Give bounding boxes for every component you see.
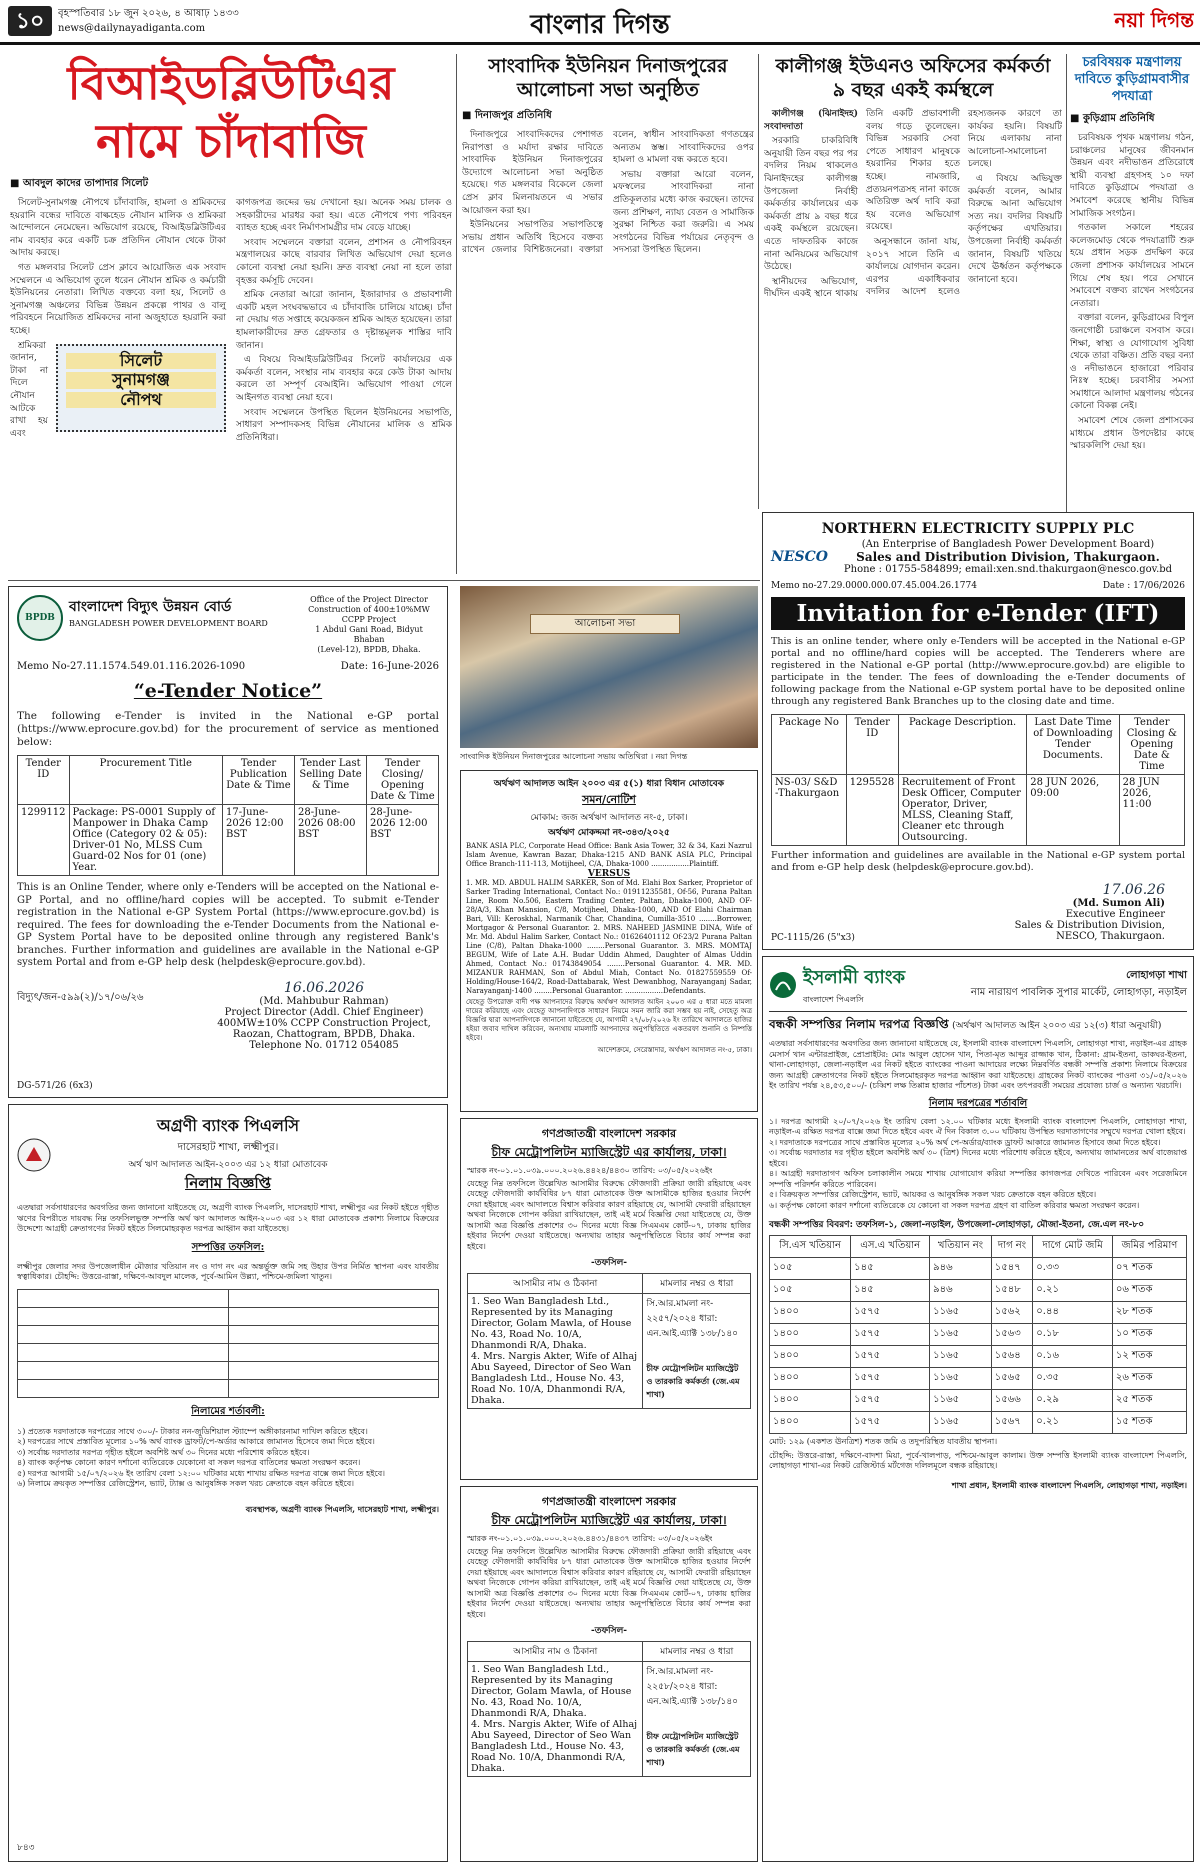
agrani-bank-logo-icon — [17, 1138, 51, 1172]
agrani-condition-text: সর্বোচ্চ দরদাতার দরপত্র গৃহীত হইলে অবশিষ্ট অর্থ ৩০ দিনের মধ্যে পরিশোধ করিতে হইবে। — [27, 1447, 310, 1457]
nesco-title: Invitation for e-Tender (IFT) — [771, 597, 1185, 630]
table-row — [468, 1294, 751, 1409]
bpdb-office-line: (Level-12), BPDB, Dhaka. — [317, 645, 421, 654]
kurigram-para: বক্তারা বলেন, কুড়িগ্রামের বিপুল জনগোষ্ঠী চরাঞ্চলে বসবাস করে। শিক্ষা, স্বাস্থ্য ও যোগাযোগ সুবিধা থেকে তারা বঞ্চিত। প্রতি বছর বন্যা ও নদীভাঙনে হাজারো পরিবার নিঃস্ব হচ্ছে। চরবাসীর সমস্যা সমাধানে আলাদা মন্ত্রণালয় গঠনের কোনো বিকল্প নেই। — [1070, 313, 1194, 412]
table-cell — [228, 1361, 439, 1379]
dinajpur-byline: ■ দিনাজপুর প্রতিনিধি — [462, 110, 552, 121]
agrani-condition: ৪) ব্যাংক কর্তৃপক্ষ কোনো কারণ দর্শানো ব্যতিরেকে যেকোনো বা সকল দরপত্র বাতিলের ক্ষমতা সংরক্ষণ করেন। — [17, 1458, 361, 1467]
agrani-condition-text: ব্যাংক কর্তৃপক্ষ কোনো কারণ দর্শানো ব্যতিরেকে যেকোনো বা সকল দরপত্র বাতিলের ক্ষমতা সংরক্ষণ করেন। — [27, 1458, 361, 1467]
table-row — [18, 1343, 439, 1361]
islami-intro: এতদ্বারা সর্বসাধারণের অবগতির জন্য জানানো যাইতেছে যে, ইসলামী ব্যাংক বাংলাদেশ পিএলসি, লোহাগড়া শাখা, নড়াইল-এর গ্রাহক মেসার্স খান এন্টারপ্রাইজ, প্রোপ্রাইটর: মোঃ আবুল হোসেন খান, পিতা-মৃত আব্দুর রাজ্জাক খান, ঠিকানা: গ্রাম-ইতনা, ডাকঘর-ইতনা, থানা-লোহাগড়া, জেলা-নড়াইল এর নিকট হইতে ব্যাংকের পাওনা আদায়ের লক্ষ্যে নিম্নবর্ণিত বন্ধকী সম্পত্তি প্রকাশ্য নিলামে বিক্রয়ের জন্য আগ্রহী ক্রেতাগণের নিকট হইতে সিলমোহরকৃত দরপত্র আহ্বান করা যাইতেছে। গ্রাহকের নিকট ব্যাংকের পাওনা ৩১/০৫/২০২৬ ইং তারিখ পর্যন্ত ২৪,৫৩,৫০০/- (চব্বিশ লক্ষ তিপ্পান্ন হাজার পাঁচশত) টাকা এবং তৎপরবর্তী সময়ের প্রযোজ্য চার্জ ও অন্যান্য খরচাদি। — [769, 1039, 1187, 1090]
agrani-bank-auction-ad — [8, 1104, 448, 1862]
court2-office: চীফ মেট্রোপলিটন ম্যাজিস্ট্রেট এর কার্যালয়, ঢাকা। — [491, 1145, 727, 1159]
bpdb-org: বাংলাদেশ বিদ্যুৎ উন্নয়ন বোর্ড — [69, 599, 232, 615]
table-cell: ১১৬৫ — [930, 1412, 992, 1434]
agrani-condition: ২) দরপত্রের সাথে প্রস্তাবিত মূল্যের ১০% অর্থ ব্যাংক ড্রাফট/পে-অর্ডার আকারে জামানত হিসেবে জমা দিতে হইবে। — [17, 1437, 375, 1446]
dinajpur-story — [462, 54, 754, 574]
table-cell: ১১৬৫ — [930, 1302, 992, 1324]
bpdb-dg: DG-571/26 (6x3) — [17, 1081, 93, 1091]
islami-condition: ৪। আগ্রহী দরদাতাগণ অফিস চলাকালীন সময়ে শাখায় যোগাযোগ করিয়া সম্পত্তির কাগজপত্র দেখিতে পারিবেন এবং সরেজমিনে সম্পত্তি পরিদর্শন করিতে পারিবেন। — [769, 1169, 1187, 1189]
islami-title-note: (অর্থঋণ আদালত আইন ২০০৩ এর ১২(৩) ধারা অনুযায়ী) — [952, 1021, 1162, 1031]
table-row — [468, 1662, 751, 1777]
table-row — [772, 775, 1185, 846]
table-cell: ০৭ শতক — [1112, 1258, 1186, 1280]
kaliganj-para: অনুসন্ধানে জানা যায়, ২০১৭ সালে তিনি এ কার্যালয়ে যোগদান করেন। এরপর একাধিকবার বদলির আদেশ হলেও রহস্যজনক কারণে তা কার্যকর হয়নি। বিষয়টি নিয়ে এলাকায় নানা আলোচনা-সমালোচনা চলছে। — [866, 109, 1062, 298]
islami-bank-auction-ad — [762, 956, 1194, 1862]
table-cell: 1. Seo Wan Bangladesh Ltd., Represented by its Managing Director, Golam Mawla, of House No. 43, Road No. 10/A, Dhanmondi R/A, Dhaka. 4. Mrs. Nargis Akter, Wife of Alhaj Abu Sayeed, Director of Seo Wan Bangladesh Ltd., House No. 43, Road No. 10/A, Dhanmondi R/A, Dhaka. — [468, 1662, 643, 1777]
dinajpur-byline-text: দিনাজপুর প্রতিনিধি — [474, 110, 552, 121]
table-cell: ১৫৭৫ — [851, 1302, 930, 1324]
agrani-condition: ৬) নিলামে ক্রয়কৃত সম্পত্তির রেজিস্ট্রেশন, ভ্যাট, ট্যাক্স ও আনুষঙ্গিক সকল খরচ ক্রেতাকে বহন করিতে হইবে। — [17, 1479, 355, 1488]
table-cell: ১৪৫ — [851, 1258, 930, 1280]
agrani-condition: ১) প্রত্যেক দরদাতাকে দরপত্রের সাথে ৩০০/- টাকার নন-জুডিশিয়াল স্ট্যাম্পে অঙ্গীকারনামা দাখিল করিতে হইবে। — [17, 1426, 368, 1436]
court1-plaintiff: BANK ASIA PLC, Corporate Head Office: Bank Asia Tower, 32 & 34, Kazi Nazrul Islam Avenue, Kawran Bazar, Dhaka-1215 AND BANK ASIA PLC, Principal Office Branch-111-113, Motijheel, C/A, Dhaka-1000 .................Plaintiff. — [466, 842, 752, 868]
kurigram-headline: চরবিষয়ক মন্ত্রণালয় দাবিতে কুড়িগ্রামবাসীর পদযাত্রা — [1074, 55, 1190, 104]
islami-bank-logo-icon — [769, 971, 797, 999]
islami-branch: লোহাগড়া শাখা — [1126, 970, 1187, 981]
table-header: খতিয়ান নং — [930, 1236, 992, 1258]
court1-sub: সমন/নোটিশ — [582, 793, 636, 806]
column-divider — [758, 54, 759, 509]
bpdb-footer: This is an Online Tender, where only e-Tenders will be accepted on the National e-GP Portal, and no offline/hard copies will be accepted. To submit e-Tender registration in the National e-GP System Portal (https://www.eprocure.gov.bd) is required. The fees for downloading the e-Tender Documents from the National e-GP System Portal have to be deposited online through any registered Bank's branches. Further information and guidelines are available in the National e-GP system Portal and from e-GP help desk (helpdesk@eprocure.gov.bd). — [17, 882, 439, 968]
kurigram-byline: ■ কুড়িগ্রাম প্রতিনিধি — [1070, 113, 1155, 124]
table-cell: ২৮ শতক — [1112, 1302, 1186, 1324]
agrani-act: অর্থ ঋণ আদালত আইন-২০০৩ এর ১২ ধারা মোতাবেক — [128, 1160, 328, 1170]
kaliganj-para: স্থানীয়দের অভিযোগ, দীর্ঘদিন একই স্থানে থাকায় তিনি একটি প্রভাবশালী বলয় গড়ে তুলেছেন। বিভিন্ন সরকারি সেবা পেতে সাধারণ মানুষকে হয়রানির শিকার হতে হচ্ছে। নামজারি, প্রত্যয়নপত্রসহ নানা কাজে অতিরিক্ত অর্থ দাবি করা হয় বলেও অভিযোগ রয়েছে। — [764, 109, 960, 300]
agrani-ref: ৮৪৩ — [17, 1843, 35, 1853]
table-cell: ১৫ শতক — [1112, 1412, 1186, 1434]
table-cell: ১১৬৫ — [930, 1324, 992, 1346]
agrani-branch: দাসেরহাট শাখা, লক্ষ্মীপুর। — [177, 1142, 279, 1153]
table-cell: ০.২১ — [1033, 1280, 1113, 1302]
lead-para: গত মঙ্গলবার সিলেট প্রেস ক্লাবে আয়োজিত এক সংবাদ সম্মেলনে এ অভিযোগ তুলে ধরেন নৌযান শ্রমিক ও কর্মচারী ইউনিয়নের নেতারা। লিখিত বক্তব্যে বলা হয়, সিলেট ও সুনামগঞ্জ অঞ্চলের বিভিন্ন উন্নয়ন প্রকল্পে পাথর ও বালু পরিবহনে নিয়োজিত শ্রমিকদের নানা অজুহাতে হয়রানি করা হচ্ছে। — [10, 262, 226, 336]
court1-body: যেহেতু উপরোক্ত বাদী পক্ষ আপনাদের বিরুদ্ধে অর্থঋণ আদালত আইন ২০০৩ এর ৫ ধারা মতে মামলা দায়ের করিয়াছে এবং যেহেতু আপনাদিগকে সাধারণ নিয়মে সমন জারি করা সম্ভব হয় নাই, সেহেতু অত্র বিজ্ঞপ্তি দ্বারা আপনাদিগকে জানানো যাইতেছে যে, আগামী ২৭/০৮/২০২৬ ইং তারিখে আদালতে হাজির হইয়া জবাব দাখিল করিবেন, অন্যথায় মামলাটি আপনাদের অনুপস্থিতিতে একতরফা শুনানি ও নিষ্পত্তি হইবে। — [466, 998, 752, 1042]
islami-condition-text: দরদাতাকে দরপত্রের সাথে প্রস্তাবিত মূল্যের ২০% অর্থ পে-অর্ডার/ব্যাংক ড্রাফট আকারে জামানত হিসাবে জমা দিতে হইবে। — [779, 1137, 1161, 1147]
islami-condition-text: দরপত্র আগামী ২০/০৭/২০২৬ ইং তারিখ বেলা ১২.০০ ঘটিকার মধ্যে ইসলামী ব্যাংক বাংলাদেশ পিএলসি, লোহাগড়া শাখা, নড়াইল-এ রক্ষিত দরপত্র বাক্সে জমা দিতে হইবে এবং ঐ দিন বিকাল ৩.০০ ঘটিকায় উপস্থিত দরদাতাগণের সম্মুখে দরপত্র খোলা হইবে। — [769, 1116, 1187, 1136]
table-header: Package No — [772, 715, 847, 775]
islami-logo-text: ইসলামী ব্যাংক — [803, 967, 906, 988]
court2-body: যেহেতু নিম্ন তফসিলে উল্লেখিত আসামীর বিরুদ্ধে ফৌজদারী প্রক্রিয়া জারী রহিয়াছে এবং যেহেতু ফৌজদারী কার্যবিধির ৮৭ ধারা মোতাবেক উক্ত আসামীকে হাজির হওয়ার নির্দেশ দেয়া হইয়াছে এবং আদালতে বিশ্বাস করিবার কারণ রহিয়াছে যে, আসামী ফেরারী রহিয়াছেন অথবা নিজেকে গোপন করিয়া রাখিয়াছেন, তাই এই মর্মে বিজ্ঞপ্তি দেয়া যাইতেছে যে, উক্ত আসামী অত্র বিজ্ঞপ্তি প্রকাশের ৩০ দিনের মধ্যে বিজ্ঞ সিএমএম কোর্ট-০৭, ঢাকায় হাজির হইবার নির্দেশ দেওয়া যাইতেছে। অন্যথায় তাহার অনুপস্থিতিতে বিচার কার্য সম্পন্ন করা হইবে। — [467, 1178, 751, 1251]
islami-condition-text: আগ্রহী দরদাতাগণ অফিস চলাকালীন সময়ে শাখায় যোগাযোগ করিয়া সম্পত্তির কাগজপত্র দেখিতে পারিবেন এবং সরেজমিনে সম্পত্তি পরিদর্শন করিতে পারিবেন। — [769, 1169, 1187, 1189]
bpdb-office-line: CCPP Project — [341, 615, 397, 624]
islami-property-table — [769, 1235, 1187, 1434]
table-cell: ১০৫ — [770, 1280, 851, 1302]
table-cell — [228, 1379, 439, 1397]
table-cell: ১৪০০ — [770, 1324, 851, 1346]
agrani-intro: এতদ্বারা সর্বসাধারণের অবগতির জন্য জানানো যাইতেছে যে, অগ্রণী ব্যাংক পিএলসি, দাসেরহাট শাখা, লক্ষ্মীপুর এর নিকট হইতে গৃহীত ঋণের বিপরীতে দায়বদ্ধ নিম্ন তফসিলভুক্ত সম্পত্তি অর্থ ঋণ আদালত আইন-২০০৩ এর ১২ ধারা মোতাবেক প্রকাশ্য নিলামে বিক্রয়ের উদ্দেশ্যে আগ্রহী ক্রেতাগণের নিকট হইতে সিলমোহরকৃত দরপত্র আহ্বান করা যাইতেছে। — [17, 1203, 439, 1233]
islami-cond-title: নিলাম দরপত্রের শর্তাবলি — [928, 1097, 1028, 1109]
table-header: Tender Closing & Opening Date & Time — [1119, 715, 1184, 775]
agrani-title: নিলাম বিজ্ঞপ্তি — [185, 1174, 271, 1192]
table-cell: ১০ শতক — [1112, 1324, 1186, 1346]
section-title: বাংলার দিগন্ত — [530, 10, 670, 40]
islami-condition-text: সর্বোচ্চ দরদাতার দর গৃহীত হইলে অবশিষ্ট অর্থ ৩০ (ত্রিশ) দিনের মধ্যে পরিশোধ করিতে হইবে, অন্যথায় জামানতের অর্থ বাজেয়াপ্ত হইবে। — [769, 1148, 1187, 1168]
court-notice-bank-asia — [460, 770, 758, 1112]
agrani-condition-text: প্রত্যেক দরদাতাকে দরপত্রের সাথে ৩০০/- টাকার নন-জুডিশিয়াল স্ট্যাম্পে অঙ্গীকারনামা দাখিল করিতে হইবে। — [27, 1426, 368, 1436]
table-header: এস.এ খতিয়ান — [851, 1236, 930, 1258]
table-header: দাগ নং — [991, 1236, 1033, 1258]
table-cell: ১৪০০ — [770, 1302, 851, 1324]
table-header: জমির পরিমাণ — [1112, 1236, 1186, 1258]
kurigram-para: চরবিষয়ক পৃথক মন্ত্রণালয় গঠন, চরাঞ্চলের মানুষের জীবনমান উন্নয়ন এবং নদীভাঙন প্রতিরোধে স্থায়ী ব্যবস্থা গ্রহণসহ ১০ দফা দাবিতে কুড়িগ্রামে পদযাত্রা ও সমাবেশ করেছে স্থানীয় বিভিন্ন সামাজিক সংগঠন। — [1070, 133, 1194, 219]
column-divider — [456, 54, 457, 574]
table-cell: 1. Seo Wan Bangladesh Ltd., Represented by its Managing Director, Golam Mawla, of House No. 43, Road No. 10/A, Dhanmondi R/A, Dhaka. 4. Mrs. Nargis Akter, Wife of Alhaj Abu Sayeed, Director of Seo Wan Bangladesh Ltd., House No. 43, Road No. 10/A, Dhanmondi R/A, Dhaka. — [468, 1294, 643, 1409]
lead-byline-text: আবদুল কাদের তাপাদার সিলেট — [22, 178, 149, 189]
court1-case2: অর্থঋণ মোকদ্দমা নং-৩৪৩/২০২৫ — [548, 828, 670, 838]
date-line — [58, 6, 239, 36]
table-header: Tender ID — [846, 715, 898, 775]
nesco-org: NORTHERN ELECTRICITY SUPPLY PLC — [821, 521, 1135, 537]
row-divider — [8, 580, 760, 581]
nesco-date: Date : 17/06/2026 — [1102, 581, 1185, 591]
table-row — [770, 1258, 1187, 1280]
table-row — [770, 1390, 1187, 1412]
nesco-logo: NESCO — [771, 549, 828, 565]
table-row — [770, 1324, 1187, 1346]
table-row — [18, 1289, 439, 1307]
dinajpur-para: ইউনিয়নের সভাপতির সভাপতিত্বে সভায় প্রধান অতিথি হিসেবে বক্তব্য রাখেন জেলার বিশিষ্টজনেরা। বক্তারা বলেন, স্বাধীন সাংবাদিকতা গণতন্ত্রের অন্যতম স্তম্ভ। সাংবাদিকদের ওপর হামলা ও মামলা বন্ধ করতে হবে। — [462, 130, 754, 256]
agrani-conditions — [17, 1427, 439, 1490]
kurigram-story — [1070, 54, 1194, 574]
bpdb-signer: (Md. Mahbubur Rahman) — [259, 995, 389, 1007]
table-cell: ১৫৪৭ — [991, 1258, 1033, 1280]
table-row — [18, 1325, 439, 1343]
bpdb-date: Date: 16-June-2026 — [340, 661, 439, 672]
nesco-tender-ad — [762, 512, 1194, 950]
table-cell: NS-03/ S&D -Thakurgaon — [772, 775, 847, 846]
table-cell: ১৫৪৮ — [991, 1280, 1033, 1302]
kaliganj-byline: কালীগঞ্জ (ঝিনাইদহ) সংবাদদাতা — [764, 109, 858, 132]
meeting-photo — [460, 586, 758, 748]
bpdb-office-line: Office of the Project Director — [310, 595, 428, 604]
lead-para: শ্রমিকরা জানান, টাকা না দিলে নৌযান আটকে রাখা হয় এবং কাগজপত্র জব্দের ভয় দেখানো হয়। অনেক সময় চালক ও সহকারীদের মারধর করা হয়। এতে নৌপথে পণ্য পরিবহন ব্যাহত হচ্ছে এবং নির্মাণসামগ্রীর দাম বেড়ে যাচ্ছে। — [10, 198, 452, 439]
table-cell: ১৫৭৫ — [851, 1346, 930, 1368]
newspaper-logo: নয়া দিগন্ত — [1114, 8, 1194, 32]
bpdb-office-line: 1 Abdul Gani Road, Bidyut Bhaban — [315, 625, 423, 644]
agrani-condition-text: নিলামে ক্রয়কৃত সম্পত্তির রেজিস্ট্রেশন, ভ্যাট, ট্যাক্স ও আনুষঙ্গিক সকল খরচ ক্রেতাকে বহন করিতে হইবে। — [27, 1479, 355, 1488]
islami-sign: শাখা প্রধান, ইসলামী ব্যাংক বাংলাদেশ পিএলসি, লোহাগড়া শাখা, নড়াইল। — [951, 1479, 1187, 1490]
court2-govt: গণপ্রজাতন্ত্রী বাংলাদেশ সরকার — [541, 1127, 677, 1140]
table-cell: ১৪০০ — [770, 1412, 851, 1434]
table-cell: ১১৬৫ — [930, 1368, 992, 1390]
agrani-sign: ব্যবস্থাপক, অগ্রণী ব্যাংক পিএলসি, দাসেরহাট শাখা, লক্ষ্মীপুর। — [245, 1503, 439, 1514]
kurigram-para: গতকাল সকালে শহরের কলেজমোড় থেকে পদযাত্রাটি শুরু হয়ে প্রধান সড়ক প্রদক্ষিণ করে জেলা প্রশাসক কার্যালয়ের সামনে গিয়ে শেষ হয়। পরে সেখানে সমাবেশে বক্তব্য রাখেন সংগঠনের নেতারা। — [1070, 223, 1194, 309]
islami-condition-text: কর্তৃপক্ষ কোনো কারণ দর্শানো ব্যতিরেকে যে কোনো বা সকল দরপত্র গ্রহণ বা বাতিল করিবার ক্ষমতা সংরক্ষণ করেন। — [779, 1200, 1140, 1210]
kurigram-byline-text: কুড়িগ্রাম প্রতিনিধি — [1082, 113, 1155, 124]
bpdb-office — [299, 595, 439, 655]
court2-memo: স্মারক নং-০১.০১.০৩৯.০০০.২০২৬.৪৪২৪/৪৪৩০ তারিখ: ০৩/০৫/২০২৬ইং — [467, 1166, 713, 1175]
kaliganj-para: সরকারি চাকরিবিধি অনুযায়ী তিন বছর পর পর বদলির নিয়ম থাকলেও ঝিনাইদহের কালীগঞ্জ উপজেলা নির্বাহী কর্মকর্তার কার্যালয়ের এক কর্মকর্তা প্রায় ৯ বছর ধরে একই কর্মস্থলে রয়েছেন। এতে দাফতরিক কাজে নানা অনিয়মের অভিযোগ উঠেছে। — [764, 136, 858, 273]
islami-sched-title: বন্ধকী সম্পত্তির বিবরণ: তফসিল-১, জেলা-নড়াইল, উপজেলা-লোহাগড়া, মৌজা-ইতনা, জে.এল নং-৮০ — [769, 1220, 1145, 1230]
lead-byline: ■ আবদুল কাদের তাপাদার সিলেট — [10, 178, 149, 189]
nesco-intro: This is an online tender, where only e-Tenders will be accepted in the National e-GP portal and no offline/hard copies will be accepted. The Tenderers where are registered in the National e-GP portal (http://www.eprocure.gov.bd) are eligible to participate in the tender. The fees of downloading the e-Tender documents of following package from the National e-GP system portal have to be deposited online through any registered Bank Branches up to the closing date and time. — [771, 636, 1185, 707]
bpdb-office-line: Construction of 400±10%MW — [308, 605, 430, 614]
table-cell: ১৫৬৭ — [991, 1412, 1033, 1434]
bpdb-designation: Telephone No. 01712 054085 — [249, 1039, 399, 1051]
table-cell — [228, 1343, 439, 1361]
agrani-schedule-text: লক্ষ্মীপুর জেলার সদর উপজেলাধীন মৌজার খতিয়ান নং ও দাগ নং এর অন্তর্ভুক্ত জমি সহ উহার উপর নির্মিত স্থাপনা এবং যাবতীয় স্বত্বাধিকার। চৌহদ্দি: উত্তরে-রাস্তা, দক্ষিণে-আবদুল মালেক, পূর্বে-আমিন উল্ল্যা, পশ্চিমে-জমিলা খাতুন। — [17, 1261, 439, 1281]
table-cell — [643, 1294, 751, 1409]
bpdb-signature: 16.06.2026 — [283, 979, 365, 996]
table-cell: ১৪০০ — [770, 1368, 851, 1390]
table-cell — [18, 1307, 229, 1325]
table-cell — [18, 1325, 229, 1343]
court1-defendants: 1. MR. MD. ABDUL HALIM SARKER, Son of Md. Elahi Box Sarker, Proprietor of Sarker Trading International, Contact No.: 01911235581, Of-56, Purana Paltan Line, Room No.506, Eastern Trading Center, Paltan, Dhaka-1000, AND OF-28/A/3, Khan Mansion, C/8, Motijheel, Dhaka-1000, AND Of Elahi Chairman Bari, Vill: Keroskhal, Narmanik Char, Chandina, Cumilla-3510 ........Borrower, Mortgagor & Personal Guarantor. 2. MRS. NAHEED JASMINE DINA, Wife of Mr. Md. Abdul Halim Sarker, Contact No.: 01626401112 Of-23/2 Purana Paltan Line (C/8), Paltan Dhaka-1000 ........Personal Guarantor. 3. MRS. MOMTAJ BEGUM, Wife of Late A.H. Budar Uddin Ahmed, Daughter of Almas Uddin Ahmed, Contact No.: 01743849054 ........Personal Guarantor. 4. MR. MD. MIZANUR RAHMAN, Son of Abdul Miah, Contact No. 01827559559 Of-Holding/House-164/2, Road-Dattabarak, West Dewanbhog, Narayanganj Sadar, Narayanganj-1400 ........Personal Guarantor. .................Defendants. — [466, 879, 752, 995]
lead-para: সংবাদ সম্মেলনে উপস্থিত ছিলেন ইউনিয়নের সভাপতি, সাধারণ সম্পাদকসহ বিভিন্ন নৌযানের মালিক ও শ্রমিক প্রতিনিধিরা। — [236, 407, 452, 443]
agrani-condition: ৫) দরপত্র আগামী ১৫/০৭/২০২৬ ইং তারিখ বেলা ১২:০০ ঘটিকার মধ্যে শাখায় রক্ষিত দরপত্র বাক্সে জমা দিতে হইবে। — [17, 1468, 386, 1478]
court3-office: চীফ মেট্রোপলিটন ম্যাজিস্ট্রেট এর কার্যালয়, ঢাকা। — [491, 1513, 727, 1527]
court3-govt: গণপ্রজাতন্ত্রী বাংলাদেশ সরকার — [541, 1495, 677, 1508]
court1-head: অর্থঋণ আদালত আইন ২০০৩ এর ৫(১) ধারা বিধান মোতাবেক — [493, 779, 725, 789]
table-header: আসামীর নাম ও ঠিকানা — [468, 1274, 643, 1294]
email-text[interactable]: news@dailynayadiganta.com — [58, 23, 206, 34]
court3-table — [467, 1641, 751, 1777]
nesco-designation: Executive Engineer — [1065, 909, 1165, 920]
court2-sign: চীফ মেট্রোপলিটন ম্যাজিস্ট্রেট ও তারকারি কর্মকর্তা (জে.এম শাখা) — [646, 1363, 740, 1399]
table-row — [18, 1307, 439, 1325]
pull-quote-box — [56, 344, 226, 432]
islami-footer: চৌহদ্দি: উত্তরে-রাস্তা, দক্ষিণে-বাদশা মিয়া, পূর্বে-খালপাড়, পশ্চিমে-আবুল কালাম। উক্ত সম্পত্তি ইসলামী ব্যাংক বাংলাদেশ পিএলসি, লোহাগড়া শাখা-এর নিকট রেজিস্টার্ড মর্টগেজ দলিলমূলে বন্ধক রহিয়াছে। — [769, 1450, 1187, 1470]
table-cell — [643, 1662, 751, 1777]
table-header: Last Date Time of Downloading Tender Documents. — [1027, 715, 1119, 775]
court-notice-cmm-1 — [460, 1118, 758, 1480]
table-cell: ১৫৬৬ — [991, 1390, 1033, 1412]
table-cell — [18, 1361, 229, 1379]
kaliganj-headline — [764, 54, 1062, 102]
table-header: মামলার নম্বর ও ধারা — [643, 1274, 751, 1294]
table-header: আসামীর নাম ও ঠিকানা — [468, 1642, 643, 1662]
table-cell: ১৪০০ — [770, 1346, 851, 1368]
table-cell: ০.২৯ — [1033, 1390, 1113, 1412]
lead-headline — [10, 54, 452, 170]
table-cell: ০.৩৫ — [1033, 1368, 1113, 1390]
dinajpur-photo — [460, 586, 758, 766]
islami-address: নাম নারায়ণ পাবলিক সুপার মার্কেট, লোহাগড়া, নড়াইল — [970, 987, 1187, 998]
islami-title: বন্ধকী সম্পত্তির নিলাম দরপত্র বিজ্ঞপ্তি — [769, 1017, 949, 1031]
table-cell: ১৫৬৪ — [991, 1346, 1033, 1368]
table-row — [18, 1379, 439, 1397]
table-cell: ০.৪৪ — [1033, 1302, 1113, 1324]
table-cell: ১০৫ — [770, 1258, 851, 1280]
date-text: বৃহস্পতিবার ১৮ জুন ২০২৬, ৪ আষাঢ় ১৪৩৩ — [58, 8, 239, 19]
court1-versus: VERSUS — [587, 869, 631, 879]
islami-condition: ৫। বিক্রয়কৃত সম্পত্তির রেজিস্ট্রেশন, ভ্যাট, আয়কর ও আনুষঙ্গিক সকল খরচ ক্রেতাকে বহন করিতে হইবে। — [769, 1190, 1097, 1199]
islami-conditions — [769, 1117, 1187, 1212]
table-cell: 17-June-2026 12:00 BST — [223, 805, 295, 876]
table-header: সি.এস খতিয়ান — [770, 1236, 851, 1258]
table-cell: 28-June-2026 12:00 BST — [367, 805, 439, 876]
court3-case-no: সি.আর.মামলা নং- ২২৫৮/২০২৪ ধারা: এন.আই.এ্যাক্ট ১৩৮/১৪০ — [646, 1667, 739, 1707]
agrani-schedule-title: সম্পত্তির তফসিল: — [191, 1241, 265, 1253]
lead-body — [10, 197, 452, 574]
header-rule — [0, 42, 1200, 45]
nesco-footer: Further information and guidelines are available in the National e-GP system portal and from e-GP help desk (helpdesk@eprocure.gov.bd). — [771, 850, 1185, 873]
table-cell: ১১৬৫ — [930, 1390, 992, 1412]
lead-para: সিলেট-সুনামগঞ্জ নৌপথে চাঁদাবাজি, হামলা ও শ্রমিকদের হয়রানি বন্ধের দাবিতে বাল্কহেড নৌযান মালিক ও শ্রমিকরা আন্দোলনে নেমেছেন। অভিযোগ রয়েছে, বিআইডব্লিউটিএর নাম ব্যবহার করে একটি চক্র প্রতিদিন নৌযান থেকে টাকা আদায় করছে। — [10, 198, 226, 259]
table-cell: 28 JUN 2026, 11:00 — [1119, 775, 1184, 846]
dinajpur-body — [462, 129, 754, 569]
table-header: Tender Closing/ Opening Date & Time — [367, 756, 439, 805]
court3-body: যেহেতু নিম্ন তফসিলে উল্লেখিত আসামীর বিরুদ্ধে ফৌজদারী প্রক্রিয়া জারী রহিয়াছে এবং যেহেতু ফৌজদারী কার্যবিধির ৮৭ ধারা মোতাবেক উক্ত আসামীকে হাজির হওয়ার নির্দেশ দেয়া হইয়াছে এবং আদালতে বিশ্বাস করিবার কারণ রহিয়াছে যে, আসামী ফেরারী রহিয়াছেন অথবা নিজেকে গোপন করিয়া রাখিয়াছেন, তাই এই মর্মে বিজ্ঞপ্তি দেয়া যাইতেছে যে, উক্ত আসামী অত্র বিজ্ঞপ্তি প্রকাশের ৩০ দিনের মধ্যে বিজ্ঞ সিএমএম কোর্ট-০৭, ঢাকায় হাজির হইবার নির্দেশ দেওয়া যাইতেছে। অন্যথায় তাহার অনুপস্থিতিতে বিচার কার্য সম্পন্ন করা হইবে। — [467, 1546, 751, 1619]
court2-schedule: -তফসিল- — [590, 1258, 628, 1268]
agrani-boundary-table — [17, 1289, 439, 1398]
table-cell — [228, 1307, 439, 1325]
photo-banner: আলোচনা সভা — [530, 614, 680, 634]
kurigram-body — [1070, 132, 1194, 572]
lead-para: সংবাদ সম্মেলনে বক্তারা বলেন, প্রশাসন ও নৌপরিবহন মন্ত্রণালয়ের কাছে বারবার লিখিত অভিযোগ দেয়া হলেও কোনো ব্যবস্থা নেয়া হয়নি। দ্রুত ব্যবস্থা নেয়া না হলে তারা বৃহত্তর কর্মসূচি দেবেন। — [236, 237, 452, 286]
lead-para: এ বিষয়ে বিআইডব্লিউটিএর সিলেট কার্যালয়ের এক কর্মকর্তা বলেন, সংস্থার নাম ব্যবহার করে কেউ টাকা আদায় করলে তা সম্পূর্ণ বেআইনি। অভিযোগ পাওয়া গেলে আইনগত ব্যবস্থা নেয়া হবে। — [236, 355, 452, 403]
table-cell: Package: PS-0001 Supply of Manpower in Dhaka Camp Office (Category 02 & 05): Driver-01 No, MLSS Cum Guard-02 Nos for 01 (one) Year. — [69, 805, 222, 876]
table-cell: ৯৪৬ — [930, 1258, 992, 1280]
nesco-designation: Sales & Distribution Division, — [1014, 920, 1165, 931]
table-header: Tender Publication Date & Time — [223, 756, 295, 805]
dinajpur-para: সভায় বক্তারা আরো বলেন, মফস্বলের সাংবাদিকরা নানা প্রতিকূলতার মধ্যে কাজ করছেন। তাদের জন্য প্রশিক্ষণ, ন্যায্য বেতন ও সামাজিক সুরক্ষা নিশ্চিত করা জরুরি। এ সময় সংগঠনের বিভিন্ন পর্যায়ের নেতৃবৃন্দ ও সদস্যরা উপস্থিত ছিলেন। — [613, 169, 754, 256]
table-cell: ১৪০০ — [770, 1390, 851, 1412]
court3-sign: চীফ মেট্রোপলিটন ম্যাজিস্ট্রেট ও তারকারি কর্মকর্তা (জে.এম শাখা) — [646, 1731, 740, 1767]
nesco-sub: (An Enterprise of Bangladesh Power Development Board) — [861, 539, 1155, 550]
agrani-conditions-title: নিলামের শর্তাবলী: — [191, 1405, 265, 1417]
lead-headline-line-2: নামে চাঁদাবাজি — [96, 114, 366, 168]
table-cell — [228, 1325, 439, 1343]
kaliganj-para: এ বিষয়ে অভিযুক্ত কর্মকর্তা বলেন, আমার বিরুদ্ধে আনা অভিযোগ সত্য নয়। বদলির বিষয়টি কর্তৃপক্ষের এখতিয়ার। উপজেলা নির্বাহী কর্মকর্তা জানান, বিষয়টি খতিয়ে দেখে ঊর্ধ্বতন কর্তৃপক্ষকে জানানো হবে। — [968, 173, 1062, 285]
nesco-pc: PC-1115/26 (5"x3) — [771, 933, 855, 943]
table-row — [770, 1346, 1187, 1368]
lead-story — [10, 54, 452, 574]
islami-condition-text: বিক্রয়কৃত সম্পত্তির রেজিস্ট্রেশন, ভ্যাট, আয়কর ও আনুষঙ্গিক সকল খরচ ক্রেতাকে বহন করিতে হইবে। — [779, 1190, 1097, 1199]
pull-word: সুনামগঞ্জ — [66, 372, 216, 389]
table-header: Procurement Title — [69, 756, 222, 805]
table-row — [770, 1412, 1187, 1434]
table-cell: ০.১৬ — [1033, 1346, 1113, 1368]
agrani-condition-text: দরপত্র আগামী ১৫/০৭/২০২৬ ইং তারিখ বেলা ১২:০০ ঘটিকার মধ্যে শাখায় রক্ষিত দরপত্র বাক্সে জমা দিতে হইবে। — [27, 1468, 386, 1478]
court3-memo: স্মারক নং-০১.০১.০৩৯.০০০.২০২৬.৪৪৩১/৪৪৩৭ তারিখ: ০৩/০৫/২০২৬ইং — [467, 1534, 713, 1543]
nesco-contact: Phone : 01755-584899; email:xen.snd.thakurgaon@nesco.gov.bd — [843, 564, 1173, 575]
table-cell: ১৫৬৩ — [991, 1324, 1033, 1346]
table-cell: ০.১৮ — [1033, 1324, 1113, 1346]
islami-condition: ২। দরদাতাকে দরপত্রের সাথে প্রস্তাবিত মূল্যের ২০% অর্থ পে-অর্ডার/ব্যাংক ড্রাফট আকারে জামানত হিসাবে জমা দিতে হইবে। — [769, 1137, 1161, 1147]
table-cell: ৯৪৬ — [930, 1280, 992, 1302]
court1-case1: মোকাম: জজ অর্থঋণ আদালত নং-৫, ঢাকা। — [530, 813, 688, 823]
court1-sign: আদেশক্রমে, সেরেস্তাদার, অর্থঋণ আদালত নং-৫, ঢাকা। — [597, 1046, 752, 1054]
table-cell: ১৪৫ — [851, 1280, 930, 1302]
islami-condition: ১। দরপত্র আগামী ২০/০৭/২০২৬ ইং তারিখ বেলা ১২.০০ ঘটিকার মধ্যে ইসলামী ব্যাংক বাংলাদেশ পিএলসি, লোহাগড়া শাখা, নড়াইল-এ রক্ষিত দরপত্র বাক্সে জমা দিতে হইবে এবং ঐ দিন বিকাল ৩.০০ ঘটিকায় উপস্থিত দরদাতাগণের সম্মুখে দরপত্র খোলা হইবে। — [769, 1116, 1187, 1136]
agrani-condition: ৩) সর্বোচ্চ দরদাতার দরপত্র গৃহীত হইলে অবশিষ্ট অর্থ ৩০ দিনের মধ্যে পরিশোধ করিতে হইবে। — [17, 1447, 310, 1457]
table-cell: 28-June-2026 08:00 BST — [295, 805, 367, 876]
table-cell: ১৫৭৫ — [851, 1412, 930, 1434]
table-cell — [18, 1289, 229, 1307]
pull-word: সিলেট — [66, 353, 216, 370]
dinajpur-para: দিনাজপুরে সাংবাদিকদের পেশাগত নিরাপত্তা ও মর্যাদা রক্ষার দাবিতে সাংবাদিক ইউনিয়ন দিনাজপুরের উদ্যোগে আলোচনা সভা অনুষ্ঠিত হয়েছে। গত মঙ্গলবার বিকেলে জেলা প্রেস ক্লাব মিলনায়তনে এ সভার আয়োজন করা হয়। — [462, 130, 603, 216]
agrani-condition-text: দরপত্রের সাথে প্রস্তাবিত মূল্যের ১০% অর্থ ব্যাংক ড্রাফট/পে-অর্ডার আকারে জামানত হিসেবে জমা দিতে হইবে। — [27, 1437, 375, 1446]
court3-schedule: -তফসিল- — [590, 1626, 628, 1636]
column-divider — [1066, 54, 1067, 574]
court2-table — [467, 1273, 751, 1409]
table-cell: ১১৬৫ — [930, 1346, 992, 1368]
table-cell: ১৫৬৫ — [991, 1368, 1033, 1390]
table-cell: ২৬ শতক — [1112, 1368, 1186, 1390]
lead-para: শ্রমিক নেতারা আরো জানান, ইজারাদার ও প্রভাবশালী একটি মহল সংঘবদ্ধভাবে এ চাঁদাবাজি চালিয়ে যাচ্ছে। চাঁদা না দেয়ায় গত সপ্তাহে কয়েকজন শ্রমিক আহত হয়েছেন। তারা হামলাকারীদের দ্রুত গ্রেফতার ও দৃষ্টান্তমূলক শাস্তির দাবি জানান। — [236, 290, 452, 351]
kurigram-para: সমাবেশ শেষে জেলা প্রশাসকের মাধ্যমে প্রধান উপদেষ্টার কাছে স্মারকলিপি দেয়া হয়। — [1070, 416, 1194, 452]
page-number: ১০ — [8, 6, 52, 36]
table-header: Package Description. — [898, 715, 1026, 775]
table-header: Tender ID — [18, 756, 70, 805]
table-cell: ০.২১ — [1033, 1412, 1113, 1434]
dinajpur-headline: সাংবাদিক ইউনিয়ন দিনাজপুরের আলোচনা সভা অনুষ্ঠিত — [488, 55, 728, 101]
table-cell: 28 JUN 2026, 09:00 — [1027, 775, 1119, 846]
pull-word: নৌপথ — [66, 392, 216, 409]
table-cell — [18, 1343, 229, 1361]
kaliganj-headline-line-2: ৯ বছর একই কর্মস্থলে — [832, 79, 994, 101]
table-cell: ২৫ শতক — [1112, 1390, 1186, 1412]
table-cell: ০৬ শতক — [1112, 1280, 1186, 1302]
bpdb-designation: Project Director (Addl. Chief Engineer) — [224, 1006, 424, 1018]
bpdb-designation: Raozan, Chattogram, BPDB, Dhaka. — [232, 1028, 416, 1040]
nesco-designation: NESCO, Thakurgaon. — [1056, 931, 1165, 942]
table-cell: 1299112 — [18, 805, 70, 876]
bpdb-ref: বিদ্যুৎ/জন-৫৯৯(২)/১৭/০৬/২৬ — [17, 991, 144, 1003]
agrani-bank-name: অগ্রণী ব্যাংক পিএলসি — [156, 1116, 300, 1135]
bpdb-intro: The following e-Tender is invited in the National e-GP portal (https://www.eprocure.gov.bd) for the procurement of service as mentioned below: — [17, 710, 439, 748]
kaliganj-story — [764, 54, 1062, 509]
bpdb-title: “e-Tender Notice” — [133, 680, 323, 702]
table-cell: ১৫৬২ — [991, 1302, 1033, 1324]
bpdb-memo: Memo No-27.11.1574.549.01.116.2026-1090 — [17, 661, 246, 672]
table-cell — [18, 1379, 229, 1397]
table-cell: 1295528 — [846, 775, 898, 846]
table-cell: ১৫৭৫ — [851, 1368, 930, 1390]
nesco-division: Sales and Distribution Division, Thakurgaon. — [856, 550, 1160, 564]
table-row — [18, 1361, 439, 1379]
table-cell: ১৫৭৫ — [851, 1324, 930, 1346]
table-cell: ১২ শতক — [1112, 1346, 1186, 1368]
bpdb-tender-ad — [8, 586, 448, 1098]
court-notice-cmm-2 — [460, 1486, 758, 1862]
table-header: মামলার নম্বর ও ধারা — [643, 1642, 751, 1662]
islami-condition: ৬। কর্তৃপক্ষ কোনো কারণ দর্শানো ব্যতিরেকে যে কোনো বা সকল দরপত্র গ্রহণ বা বাতিল করিবার ক্ষমতা সংরক্ষণ করেন। — [769, 1200, 1140, 1210]
table-cell: ০.৩৩ — [1033, 1258, 1113, 1280]
table-row — [770, 1302, 1187, 1324]
bpdb-designation: 400MW±10% CCPP Construction Project, — [217, 1017, 431, 1029]
table-header: Tender Last Selling Date & Time — [295, 756, 367, 805]
islami-title-row — [769, 1016, 1187, 1036]
bpdb-org-sub: BANGLADESH POWER DEVELOPMENT BOARD — [69, 619, 268, 628]
nesco-signature: 17.06.26 — [1102, 882, 1165, 898]
table-cell — [228, 1289, 439, 1307]
table-header: দাগে মোট জমি — [1033, 1236, 1113, 1258]
nesco-tender-table — [771, 714, 1185, 846]
table-row — [770, 1368, 1187, 1390]
bpdb-logo-icon: BPDB — [17, 595, 63, 641]
islami-condition: ৩। সর্বোচ্চ দরদাতার দর গৃহীত হইলে অবশিষ্ট অর্থ ৩০ (ত্রিশ) দিনের মধ্যে পরিশোধ করিতে হইবে, অন্যথায় জামানতের অর্থ বাজেয়াপ্ত হইবে। — [769, 1148, 1187, 1168]
table-row — [770, 1280, 1187, 1302]
table-cell: Recruitement of Front Desk Officer, Computer Operator, Driver, MLSS, Cleaning Staff, Cleaner etc through Outsourcing. — [898, 775, 1026, 846]
photo-caption: সাংবাদিক ইউনিয়ন দিনাজপুরের আলোচনা সভায় অতিথিরা । নয়া দিগন্ত — [460, 752, 688, 761]
table-cell: ১৫৭৫ — [851, 1390, 930, 1412]
kaliganj-body — [764, 108, 1062, 498]
bpdb-tender-table — [17, 755, 439, 876]
table-row — [18, 805, 439, 876]
court2-case-no: সি.আর.মামলা নং- ২২৫৭/২০২৪ ধারা: এন.আই.এ্যাক্ট ১৩৮/১৪০ — [646, 1299, 739, 1339]
nesco-signer: (Md. Sumon Ali) — [1072, 898, 1165, 909]
kaliganj-headline-line-1: কালীগঞ্জ ইউএনও অফিসের কর্মকর্তা — [775, 55, 1051, 77]
lead-headline-line-1: বিআইডব্লিউটিএর — [67, 56, 395, 110]
islami-logo-sub: বাংলাদেশ পিএলসি — [803, 995, 864, 1004]
nesco-memo: Memo no-27.29.0000.000.07.45.004.26.1774 — [771, 581, 977, 591]
islami-total: মোট: ১২৯ (একশত ঊনত্রিশ) শতক জমি ও তদুপরিস্থিত যাবতীয় স্থাপনা। — [769, 1437, 998, 1446]
